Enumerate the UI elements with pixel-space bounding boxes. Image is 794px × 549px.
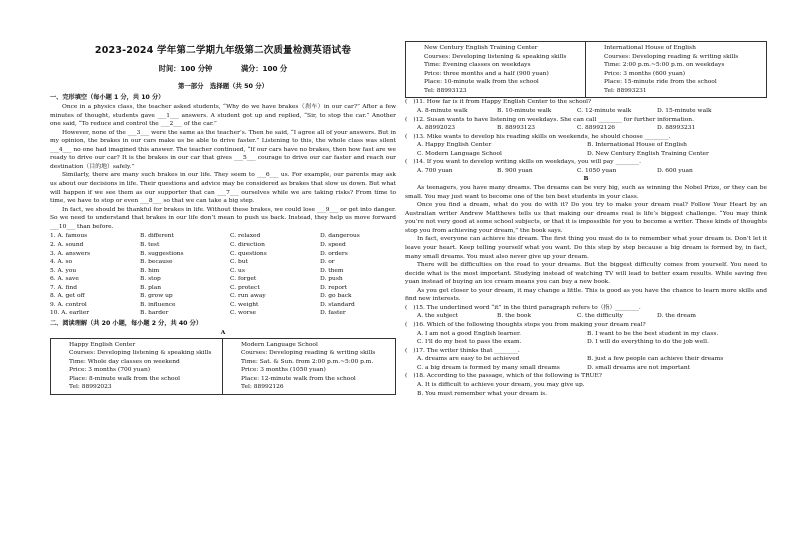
passage-paragraph: In fact, everyone can achieve his dream. The first thing you must do is to remember what your dream is. Don’t let it leave your heart. Keep telling yourself what you want. Do this step by step because a big dream is formed by, in fact, many small dreams. You must also never give up your dream. xyxy=(405,236,767,260)
section-a-label: A xyxy=(220,329,226,337)
option: C. 12-minute walk xyxy=(577,107,632,114)
ad-name: Modern Language School xyxy=(241,341,318,348)
question-stem: ( )18. According to the passage, which of the following is TRUE? xyxy=(405,373,602,380)
ad-name: New Century English Training Center xyxy=(424,45,538,51)
cloze-option: C. direction xyxy=(230,241,265,248)
option: D. 15-minute walk xyxy=(657,107,712,114)
part-heading: 第一部分 选择题（共 50 分） xyxy=(177,82,269,90)
cloze-option: C. relaxed xyxy=(230,233,261,240)
reading-heading: 二、阅读理解（共 20 小题，每小题 2 分，共 40 分） xyxy=(50,320,203,328)
cloze-option: D. them xyxy=(320,267,344,274)
option: D. 600 yuan xyxy=(657,167,693,174)
cloze-option: D. report xyxy=(320,284,348,291)
cloze-option: 3. A. answers xyxy=(50,250,91,257)
question-options xyxy=(405,141,767,158)
cloze-option: B. plan xyxy=(140,284,162,291)
section-b-label: B xyxy=(583,175,589,183)
option: D. New Century English Training Center xyxy=(587,150,709,157)
option: B. the book xyxy=(497,313,532,320)
passage-paragraph: There will be difficulties on the road to your dreams. But the biggest difficulty comes from yourself. You need to decide what is the most important. Studying instead of watching TV will lead to better exam results. While saving five yuan instead of buying an ice cream means you can buy a new book. xyxy=(405,262,767,286)
ad-tel: Tel: 88993231 xyxy=(604,87,647,94)
passage-paragraph: Once you find a dream, what do you do with it? Do you try to make your dream real? Follow Your Heart by an Australian writer Andrew Matthews tells us that making our dreams real is life’s biggest challenge. “You may think you’re not very good at some school subjects, or that it is impossible for you to become a writer. These kinds of thoughts stop you from achieving your dream,” the book says. xyxy=(405,202,767,234)
ad-price: Price: 3 months (700 yuan) xyxy=(69,367,151,374)
option: A. 700 yuan xyxy=(417,167,453,174)
option: C. 1050 yuan xyxy=(577,167,617,174)
question-options xyxy=(405,124,767,133)
option: B. 10-minute walk xyxy=(497,107,552,114)
option: B. 88993123 xyxy=(497,125,536,132)
question-options xyxy=(405,312,767,321)
option: D. 88993231 xyxy=(657,125,696,132)
cloze-option: 1. A. famous xyxy=(50,233,88,240)
option: D. the dream xyxy=(657,313,696,320)
option: C. 88992126 xyxy=(577,125,616,132)
cloze-option: C. weight xyxy=(230,301,259,308)
question-stem: ( )13. Mike wants to develop his reading skills on weekends, he should choose ________. xyxy=(405,133,671,140)
cloze-option: D. push xyxy=(320,276,343,283)
cloze-paragraph: However, none of the ___3___ were the same as the teacher’s. Then he said, “I agree all of your answers. But in my opinion, the brakes in our cars make us be able to drive faster.” Listening to this, the whole class was silent ___4___ no one had imagined this answer. The teacher continued, “If our cars have no brakes, then how fast are we ready to drive our car? It is the brakes in our car that gives ___5___ courage to drive our car faster and reach our destination（目的地）safely.” xyxy=(50,129,396,170)
option: B. You must remember what your dream is. xyxy=(417,390,547,397)
ad-courses: Courses: Developing reading & writing skills xyxy=(241,350,376,357)
option: A. 88992023 xyxy=(417,125,455,132)
cloze-option: D. standard xyxy=(320,301,355,308)
cloze-option: 4. A. so xyxy=(50,259,73,266)
passage-paragraph: As you get closer to your dream, it may change a little. This is good as you have the chance to learn more skills and find new interests. xyxy=(405,287,767,303)
ad-price: Price: three months and a half (900 yuan) xyxy=(424,70,549,77)
cloze-paragraph: Similarly, there are many such brakes in our life. They seem to ___6___ us. For example, our parents may ask us about our decisions in life. Their questions and advice may be considered as brakes that slow us down. But what will happen if we see them as our supporter that can ___7___ ourselves while we are taking risks? From time to time, we have to stop or even ___8___ so that we can take a big step. xyxy=(50,172,396,205)
option: C. the difficulty xyxy=(577,313,623,320)
ad-courses: Courses: Developing listening & speaking skills xyxy=(69,350,212,357)
ad-tel: Tel: 88992126 xyxy=(241,384,284,391)
ad-box xyxy=(223,339,395,394)
option: A. I am not a good English learner. xyxy=(417,330,521,337)
cloze-paragraph: In fact, we should be thankful for brakes in life. Without these brakes, we could lose ___9___ or get into danger. So we need to understand that brakes in our life don’t mean to push us back. Instead, they help us move forward ___10___ than before. xyxy=(50,206,396,230)
cloze-option: C. worse xyxy=(230,310,256,317)
cloze-option: C. questions xyxy=(230,250,267,257)
option: A. the subject xyxy=(417,313,459,320)
ad-tel: Tel: 88993123 xyxy=(424,87,467,94)
ad-time: Time: Evening classes on weekdays xyxy=(424,62,531,69)
ad-tel: Tel: 88992023 xyxy=(69,384,112,391)
left-column xyxy=(50,94,396,395)
cloze-option: B. influence xyxy=(140,301,176,308)
ad-time: Time: Whole day classes on weekend xyxy=(69,358,180,365)
ads-table-row2 xyxy=(405,41,767,98)
cloze-options xyxy=(50,232,396,318)
cloze-option: C. protect xyxy=(230,284,260,291)
question-stem: ( )14. If you want to develop writing skills on weekdays, you will pay ________. xyxy=(405,159,641,166)
cloze-option: 8. A. get off xyxy=(50,293,85,300)
cloze-option: C. us xyxy=(230,267,245,274)
ad-place: Place: 8-minute walk from the school xyxy=(69,375,181,382)
option: D. small dreams are not important xyxy=(587,364,690,371)
option: D. I will do everything to do the job well. xyxy=(587,339,709,346)
ad-name: International House of English xyxy=(604,45,696,51)
cloze-option: B. stop xyxy=(140,276,161,283)
option: B. I want to be the best student in my class. xyxy=(587,330,719,337)
option: A. It is difficult to achieve your dream, you may give up. xyxy=(417,381,585,388)
option: A. dreams are easy to be achieved xyxy=(417,356,520,363)
cloze-option: C. run away xyxy=(230,293,266,300)
option: A. 8-minute walk xyxy=(417,107,468,114)
ad-box xyxy=(586,42,766,97)
ad-box xyxy=(406,42,586,97)
question-options xyxy=(405,107,767,116)
option: C. a big dream is formed by many small dreams xyxy=(417,364,560,371)
question-stem: ( )17. The writer thinks that ________. xyxy=(405,347,520,354)
ad-place: Place: 10-minute walk from the school xyxy=(424,79,539,86)
ad-courses: Courses: Developing listening & speaking skills xyxy=(424,53,567,60)
cloze-option: 9. A. control xyxy=(50,301,87,308)
cloze-heading-text: 一、完形填空（每小题 1 分，共 10 分） xyxy=(50,94,165,101)
question-options xyxy=(405,167,767,176)
cloze-option: 5. A. you xyxy=(50,267,77,274)
option: B. just a few people can achieve their dreams xyxy=(587,356,724,363)
cloze-option: D. or xyxy=(320,259,335,266)
ad-time: Time: 2:00 p.m.~5:00 p.m. on weekdays xyxy=(604,62,725,69)
cloze-option: 10. A. earlier xyxy=(50,310,90,317)
question-stem: ( )16. Which of the following thoughts stops you from making your dream real? xyxy=(405,322,646,328)
exam-title: 2023-2024 学年第二学期九年级第二次质量检测英语试卷 xyxy=(94,45,352,56)
right-column xyxy=(405,41,767,398)
cloze-option: B. grow up xyxy=(140,293,173,300)
cloze-option: D. faster xyxy=(320,310,346,317)
ad-name: Happy English Center xyxy=(69,341,136,348)
ad-box xyxy=(51,339,223,394)
question-options xyxy=(405,355,767,372)
question-options xyxy=(405,381,767,398)
cloze-option: D. speed xyxy=(320,241,346,248)
ad-place: Place: 12-minute walk from the school xyxy=(241,375,356,382)
cloze-option: B. him xyxy=(140,267,160,274)
cloze-option: B. harder xyxy=(140,310,169,317)
cloze-option: C. but xyxy=(230,259,248,266)
ad-time: Time: Sat. & Sun. from 2:00 p.m.~5:00 p.m. xyxy=(241,358,374,365)
cloze-option: 7. A. find xyxy=(50,284,77,291)
option: A. Happy English Center xyxy=(417,142,492,149)
cloze-option: B. test xyxy=(140,241,160,248)
ad-price: Price: 3 months (1050 yuan) xyxy=(241,367,326,374)
option: C. Modern Language School xyxy=(417,150,502,157)
question-stem: ( )11. How far is it from Happy English Center to the school? xyxy=(405,99,592,106)
question-options xyxy=(405,330,767,347)
exam-meta: 时间：100 分钟 满分：100 分 xyxy=(158,64,288,73)
option: B. 900 yuan xyxy=(497,167,533,174)
cloze-option: D. dangerous xyxy=(320,233,360,240)
passage-paragraph: As teenagers, you have many dreams. The dreams can be very big, such as winning the Nobel Prize, or they can be small. You may just want to become one of the ten best students in your class. xyxy=(405,185,767,200)
cloze-option: 6. A. save xyxy=(50,276,79,283)
cloze-option: B. different xyxy=(140,233,174,240)
ads-table-row1 xyxy=(50,338,396,395)
ad-courses: Courses: Developing reading & writing skills xyxy=(604,53,739,60)
ad-price: Price: 3 months (600 yuan) xyxy=(604,70,686,77)
option: C. I'll do my best to pass the exam. xyxy=(417,339,522,346)
question-stem: ( )12. Susan wants to have listening on weekdays. She can call ________ for further information. xyxy=(405,116,694,123)
cloze-option: B. suggestions xyxy=(140,250,184,257)
question-stem: ( )15. The underlined word “it” in the third paragraph refers to（指）________. xyxy=(405,304,641,311)
cloze-paragraph: Once in a physics class, the teacher asked students, “Why do we have brakes（刹车）in our car?” After a few minutes of thought, students gave ___1___ answers. A student got up and replied, “Sir, to stop the car.” Another one said, “To reduce and control the ___2___ of the car.” xyxy=(50,103,396,128)
cloze-option: B. because xyxy=(140,259,173,266)
option: B. International House of English xyxy=(587,142,687,149)
cloze-option: 2. A. sound xyxy=(50,241,84,248)
cloze-option: D. orders xyxy=(320,250,348,257)
cloze-option: C. forget xyxy=(230,276,257,283)
cloze-option: D. go back xyxy=(320,293,352,300)
ad-place: Place: 15-minute ride from the school xyxy=(604,79,717,86)
